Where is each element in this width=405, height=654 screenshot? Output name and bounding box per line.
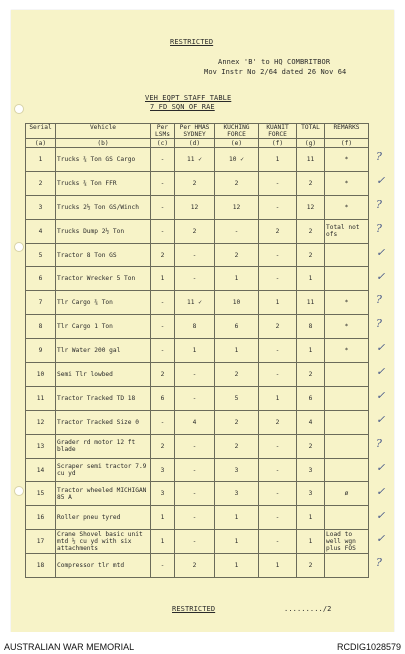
- lsm-cell: -: [151, 315, 175, 339]
- vehicle-cell: Tlr Cargo ¾ Ton: [56, 291, 151, 315]
- remarks-cell: [325, 458, 369, 482]
- kuching-cell: 2: [215, 363, 259, 387]
- margin-pencil-mark: ✓: [376, 269, 386, 283]
- remarks-cell: [325, 506, 369, 530]
- lsm-cell: -: [151, 339, 175, 363]
- kuching-cell: 2: [215, 410, 259, 434]
- serial-cell: 12: [26, 410, 56, 434]
- total-cell: 2: [297, 434, 325, 458]
- sydney-cell: 2: [175, 554, 215, 578]
- remarks-cell: [325, 386, 369, 410]
- kuanit-cell: -: [259, 506, 297, 530]
- lsm-cell: -: [151, 291, 175, 315]
- total-cell: 11: [297, 291, 325, 315]
- margin-pencil-mark: ?: [376, 317, 382, 331]
- kuching-cell: 5: [215, 386, 259, 410]
- total-cell: 3: [297, 458, 325, 482]
- sydney-cell: 2: [175, 219, 215, 243]
- kuanit-cell: 1: [259, 148, 297, 172]
- kuching-cell: 1: [215, 506, 259, 530]
- kuching-cell: 2: [215, 434, 259, 458]
- serial-cell: 15: [26, 482, 56, 506]
- margin-pencil-mark: ✓: [376, 245, 386, 259]
- lsm-cell: 2: [151, 434, 175, 458]
- table-row: [26, 506, 369, 530]
- serial-cell: 7: [26, 291, 56, 315]
- sydney-cell: 4: [175, 410, 215, 434]
- lsm-cell: 3: [151, 458, 175, 482]
- remarks-cell: Total not ofs: [325, 219, 369, 243]
- lsm-cell: 2: [151, 243, 175, 267]
- vehicle-cell: Crane Shovel basic unit mtd ½ cu yd with six attachments: [56, 530, 151, 554]
- table-row: [26, 243, 369, 267]
- total-cell: 8: [297, 315, 325, 339]
- margin-pencil-mark: ?: [376, 150, 382, 163]
- serial-cell: 8: [26, 315, 56, 339]
- remarks-cell: ø: [325, 482, 369, 506]
- remarks-cell: [325, 363, 369, 387]
- kuching-cell: 10: [215, 291, 259, 315]
- table-row: [26, 267, 369, 291]
- table-header-code-row: [26, 139, 369, 148]
- remarks-cell: *: [325, 171, 369, 195]
- serial-cell: 10: [26, 363, 56, 387]
- archive-name: AUSTRALIAN WAR MEMORIAL: [4, 642, 135, 652]
- lsm-cell: -: [151, 554, 175, 578]
- margin-pencil-mark: ✓: [376, 341, 386, 355]
- margin-pencil-mark: ✓: [376, 508, 386, 522]
- total-cell: 2: [297, 243, 325, 267]
- sydney-cell: -: [175, 530, 215, 554]
- vehicle-cell: Roller pneu tyred: [56, 506, 151, 530]
- serial-cell: 17: [26, 530, 56, 554]
- kuanit-cell: -: [259, 267, 297, 291]
- serial-cell: 6: [26, 267, 56, 291]
- sydney-cell: 2: [175, 171, 215, 195]
- vehicle-cell: Compressor tlr mtd: [56, 554, 151, 578]
- punch-hole: [14, 242, 24, 252]
- kuching-cell: 3: [215, 458, 259, 482]
- kuanit-cell: -: [259, 243, 297, 267]
- remarks-cell: [325, 410, 369, 434]
- table-row: [26, 171, 369, 195]
- column-code: (c): [151, 139, 175, 148]
- lsm-cell: -: [151, 148, 175, 172]
- lsm-cell: 1: [151, 506, 175, 530]
- serial-cell: 2: [26, 171, 56, 195]
- kuching-cell: 2: [215, 243, 259, 267]
- table-row: [26, 410, 369, 434]
- vehicle-cell: Tlr Water 200 gal: [56, 339, 151, 363]
- lsm-cell: -: [151, 219, 175, 243]
- remarks-cell: [325, 267, 369, 291]
- column-header: KUCHING FORCE: [215, 124, 259, 139]
- column-header: KUANIT FORCE: [259, 124, 297, 139]
- sydney-cell: 11 ✓: [175, 148, 215, 172]
- sydney-cell: 11 ✓: [175, 291, 215, 315]
- document-subtitle: 7 FD SQN OF RAE: [150, 103, 215, 111]
- punch-hole: [14, 486, 24, 496]
- lsm-cell: -: [151, 410, 175, 434]
- lsm-cell: 3: [151, 482, 175, 506]
- lsm-cell: 1: [151, 530, 175, 554]
- kuching-cell: 1: [215, 267, 259, 291]
- table-row: [26, 530, 369, 554]
- table-row: [26, 315, 369, 339]
- margin-pencil-mark: ✓: [376, 173, 386, 187]
- table-row: [26, 458, 369, 482]
- total-cell: 2: [297, 219, 325, 243]
- column-header: Per LSMs: [151, 124, 175, 139]
- column-code: (g): [297, 139, 325, 148]
- column-header: TOTAL: [297, 124, 325, 139]
- total-cell: 12: [297, 195, 325, 219]
- remarks-cell: *: [325, 315, 369, 339]
- kuching-cell: 3: [215, 482, 259, 506]
- kuanit-cell: -: [259, 434, 297, 458]
- table-header-row: [26, 124, 369, 139]
- annex-line-2: Mov Instr No 2/64 dated 26 Nov 64: [204, 68, 347, 76]
- punch-hole: [14, 104, 24, 114]
- remarks-cell: [325, 554, 369, 578]
- margin-pencil-mark: ✓: [376, 484, 386, 498]
- column-code: (a): [26, 139, 56, 148]
- total-cell: 2: [297, 363, 325, 387]
- margin-pencil-mark: ?: [376, 221, 382, 235]
- kuanit-cell: 2: [259, 219, 297, 243]
- vehicle-cell: Tractor 8 Ton GS: [56, 243, 151, 267]
- table-row: [26, 219, 369, 243]
- table-row: [26, 195, 369, 219]
- column-header: REMARKS: [325, 124, 369, 139]
- vehicle-cell: Tractor wheeled MICHIGAN 85 A: [56, 482, 151, 506]
- lsm-cell: 2: [151, 363, 175, 387]
- kuanit-cell: 2: [259, 315, 297, 339]
- sydney-cell: -: [175, 243, 215, 267]
- vehicle-cell: Trucks ¾ Ton FFR: [56, 171, 151, 195]
- vehicle-cell: Tractor Tracked TD 18: [56, 386, 151, 410]
- column-header: Per HMAS SYDNEY: [175, 124, 215, 139]
- remarks-cell: *: [325, 291, 369, 315]
- kuanit-cell: 1: [259, 291, 297, 315]
- column-code: (d): [175, 139, 215, 148]
- kuanit-cell: 1: [259, 386, 297, 410]
- vehicle-cell: Trucks ¾ Ton GS Cargo: [56, 148, 151, 172]
- sydney-cell: -: [175, 434, 215, 458]
- remarks-cell: *: [325, 195, 369, 219]
- lsm-cell: -: [151, 195, 175, 219]
- table-row: [26, 482, 369, 506]
- kuching-cell: -: [215, 219, 259, 243]
- margin-pencil-mark: ✓: [376, 365, 386, 379]
- margin-pencil-mark: ?: [376, 436, 382, 450]
- total-cell: 6: [297, 386, 325, 410]
- table-row: [26, 339, 369, 363]
- total-cell: 2: [297, 171, 325, 195]
- serial-cell: 5: [26, 243, 56, 267]
- margin-pencil-mark: ✓: [376, 460, 386, 474]
- margin-pencil-mark: ?: [376, 197, 382, 211]
- kuanit-cell: -: [259, 530, 297, 554]
- column-code: (e): [215, 139, 259, 148]
- table-row: [26, 434, 369, 458]
- column-code: (f): [325, 139, 369, 148]
- sydney-cell: -: [175, 386, 215, 410]
- kuanit-cell: -: [259, 458, 297, 482]
- archive-footer: [0, 632, 405, 654]
- remarks-cell: *: [325, 148, 369, 172]
- column-header: Serial: [26, 124, 56, 139]
- lsm-cell: 1: [151, 267, 175, 291]
- column-code: (f): [259, 139, 297, 148]
- table-row: [26, 291, 369, 315]
- sydney-cell: 8: [175, 315, 215, 339]
- lsm-cell: 6: [151, 386, 175, 410]
- margin-pencil-mark: ?: [376, 293, 382, 307]
- serial-cell: 16: [26, 506, 56, 530]
- kuanit-cell: -: [259, 171, 297, 195]
- document-title: VEH EQPT STAFF TABLE: [145, 94, 232, 102]
- kuanit-cell: -: [259, 482, 297, 506]
- serial-cell: 9: [26, 339, 56, 363]
- serial-cell: 18: [26, 554, 56, 578]
- kuanit-cell: -: [259, 339, 297, 363]
- annex-line-1: Annex 'B' to HQ COMBRITBOR: [218, 58, 331, 66]
- archive-reference: RCDIG1028579: [336, 642, 401, 652]
- vehicle-cell: Scraper semi tractor 7.9 cu yd: [56, 458, 151, 482]
- serial-cell: 4: [26, 219, 56, 243]
- vehicle-cell: Grader rd motor 12 ft blade: [56, 434, 151, 458]
- margin-pencil-mark: ✓: [376, 389, 386, 402]
- sydney-cell: -: [175, 267, 215, 291]
- sydney-cell: -: [175, 458, 215, 482]
- remarks-cell: Load to well wgn plus FOS: [325, 530, 369, 554]
- sydney-cell: -: [175, 482, 215, 506]
- kuching-cell: 1: [215, 554, 259, 578]
- remarks-cell: [325, 434, 369, 458]
- vehicle-cell: Trucks Dump 2½ Ton: [56, 219, 151, 243]
- column-header: Vehicle: [56, 124, 151, 139]
- vehicle-cell: Tractor Tracked Size 0: [56, 410, 151, 434]
- kuching-cell: 1: [215, 530, 259, 554]
- kuanit-cell: 2: [259, 410, 297, 434]
- serial-cell: 14: [26, 458, 56, 482]
- kuching-cell: 1: [215, 339, 259, 363]
- vehicle-cell: Semi Tlr lowbed: [56, 363, 151, 387]
- kuanit-cell: -: [259, 363, 297, 387]
- page-continuation: ........./2: [284, 605, 332, 613]
- sydney-cell: 12: [175, 195, 215, 219]
- classification-top: RESTRICTED: [170, 38, 214, 46]
- vehicle-cell: Tractor Wrecker 5 Ton: [56, 267, 151, 291]
- remarks-cell: *: [325, 339, 369, 363]
- table-row: [26, 363, 369, 387]
- table-row: [26, 386, 369, 410]
- classification-bottom: RESTRICTED: [172, 605, 216, 613]
- lsm-cell: -: [151, 171, 175, 195]
- remarks-cell: [325, 243, 369, 267]
- kuching-cell: 2: [215, 171, 259, 195]
- sydney-cell: -: [175, 363, 215, 387]
- kuanit-cell: -: [259, 195, 297, 219]
- kuanit-cell: 1: [259, 554, 297, 578]
- vehicle-cell: Trucks 2½ Ton GS/Winch: [56, 195, 151, 219]
- total-cell: 2: [297, 554, 325, 578]
- table-row: [26, 554, 369, 578]
- kuching-cell: 10 ✓: [215, 148, 259, 172]
- kuching-cell: 6: [215, 315, 259, 339]
- vehicle-staff-table: [25, 123, 369, 578]
- table-row: [26, 148, 369, 172]
- total-cell: 1: [297, 267, 325, 291]
- serial-cell: 1: [26, 148, 56, 172]
- vehicle-cell: Tlr Cargo 1 Ton: [56, 315, 151, 339]
- total-cell: 4: [297, 410, 325, 434]
- serial-cell: 3: [26, 195, 56, 219]
- kuching-cell: 12: [215, 195, 259, 219]
- total-cell: 1: [297, 506, 325, 530]
- total-cell: 3: [297, 482, 325, 506]
- margin-pencil-mark: ?: [376, 556, 382, 570]
- serial-cell: 11: [26, 386, 56, 410]
- column-code: (b): [56, 139, 151, 148]
- total-cell: 1: [297, 530, 325, 554]
- sydney-cell: 1: [175, 339, 215, 363]
- sydney-cell: -: [175, 506, 215, 530]
- margin-pencil-mark: ✓: [376, 412, 386, 426]
- total-cell: 1: [297, 339, 325, 363]
- total-cell: 11: [297, 148, 325, 172]
- margin-pencil-mark: ✓: [376, 532, 386, 546]
- serial-cell: 13: [26, 434, 56, 458]
